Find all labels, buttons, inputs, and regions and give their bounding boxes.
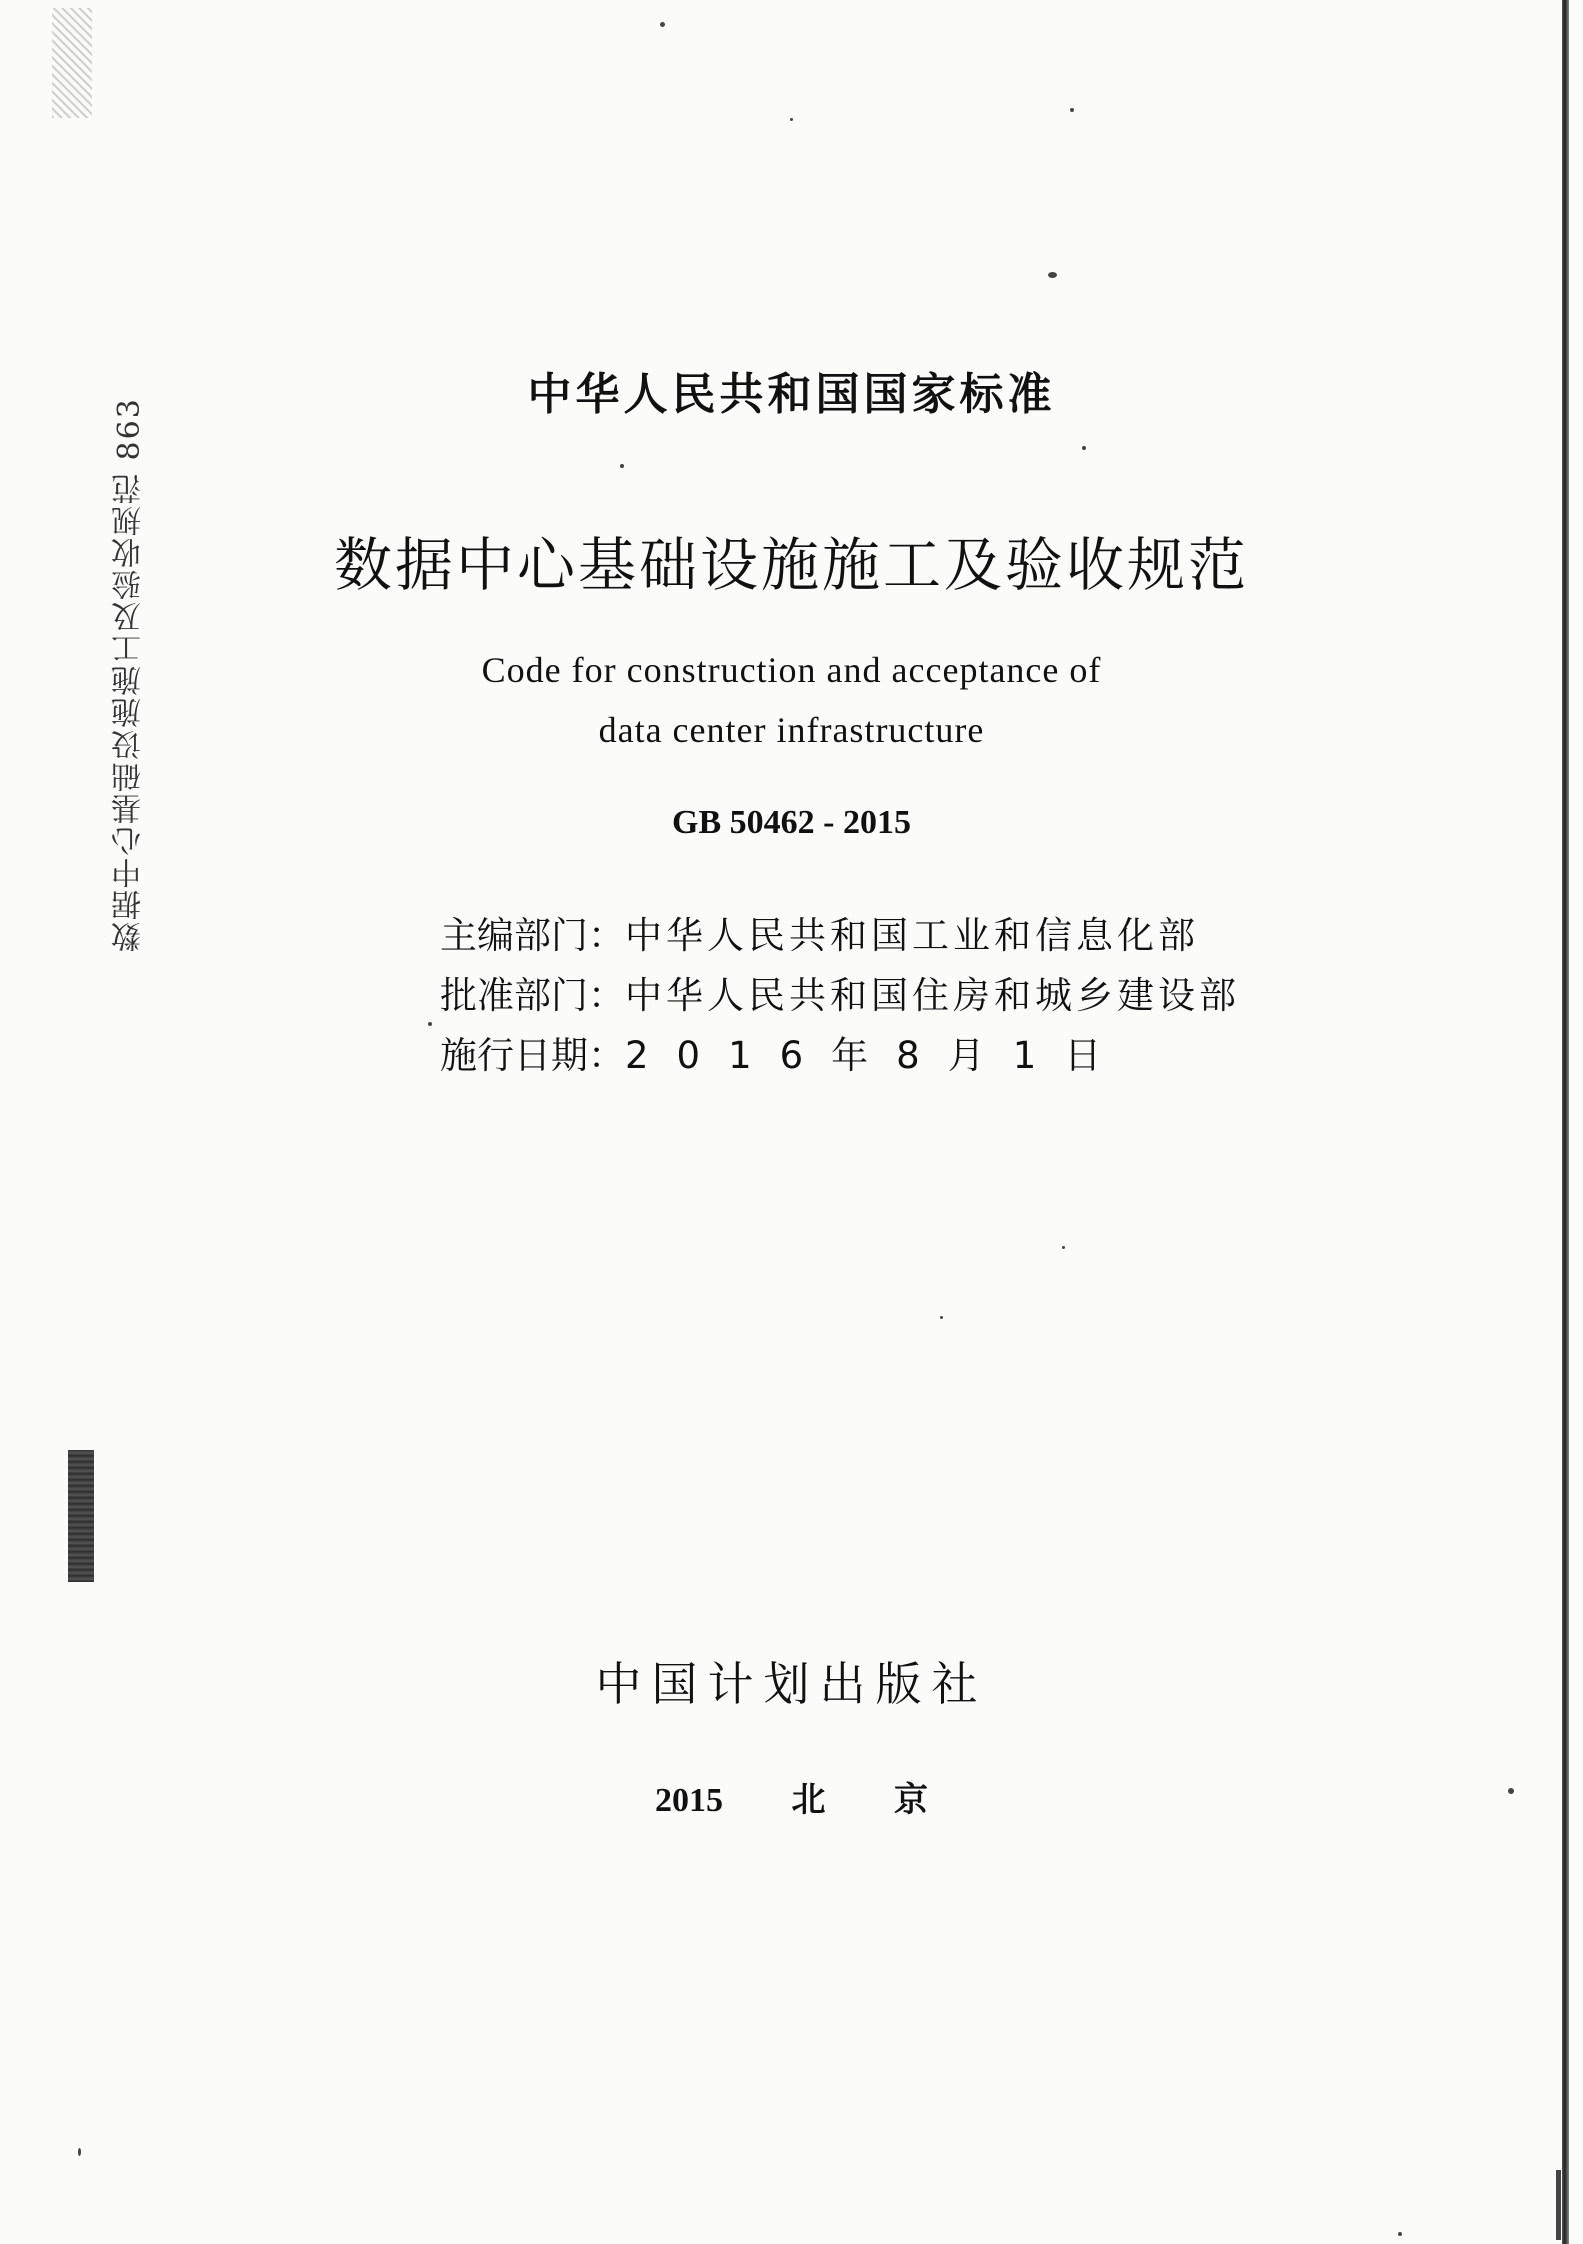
scan-speck (1082, 446, 1086, 450)
title-english-line-2: data center infrastructure (598, 710, 985, 750)
scan-speck (428, 1022, 432, 1026)
date-value: 2016年8月1日 (625, 1034, 1130, 1077)
title-english-line-1: Code for construction and acceptance of (481, 650, 1102, 690)
scan-speck (660, 22, 665, 27)
scan-speck (1398, 2232, 1402, 2236)
issuing-info (440, 906, 1240, 1086)
scan-artifact-block (68, 1450, 94, 1582)
scan-speck (1062, 1246, 1065, 1249)
scan-speck (1048, 272, 1057, 278)
editor-value: 中华人民共和国工业和信息化部 (625, 914, 1199, 957)
approver-row (440, 966, 1240, 1026)
title-chinese: 数据中心基础设施施工及验收规范 (333, 531, 1249, 599)
spine-label: 数据中心基础设施施工及验收规范 863 (112, 397, 147, 952)
scan-edge-mark (1556, 2170, 1561, 2240)
scan-speck (1070, 108, 1074, 112)
approver-value: 中华人民共和国住房和城乡建设部 (625, 974, 1240, 1017)
publication-line (0, 1772, 1583, 1821)
scan-noise (52, 8, 92, 118)
scan-edge-shadow (1562, 0, 1569, 2244)
scan-speck (790, 118, 793, 121)
standard-number: GB 50462 - 2015 (672, 804, 911, 841)
publisher-name: 中国计划出版社 (595, 1657, 988, 1711)
publication-city-2: 京 (894, 1782, 928, 1819)
publication-city-1: 北 (791, 1782, 826, 1819)
publication-year: 2015 (655, 1782, 723, 1819)
date-label: 施行日期： (440, 1034, 625, 1077)
title-english (0, 640, 1583, 760)
date-row (440, 1026, 1240, 1086)
scan-speck (78, 2148, 81, 2156)
scan-speck (620, 464, 624, 468)
editor-label: 主编部门： (440, 914, 625, 957)
scan-speck (940, 1316, 943, 1319)
scan-speck (1508, 1788, 1514, 1794)
editor-row (440, 906, 1240, 966)
approver-label: 批准部门： (440, 974, 625, 1017)
standard-category: 中华人民共和国国家标准 (527, 369, 1056, 420)
